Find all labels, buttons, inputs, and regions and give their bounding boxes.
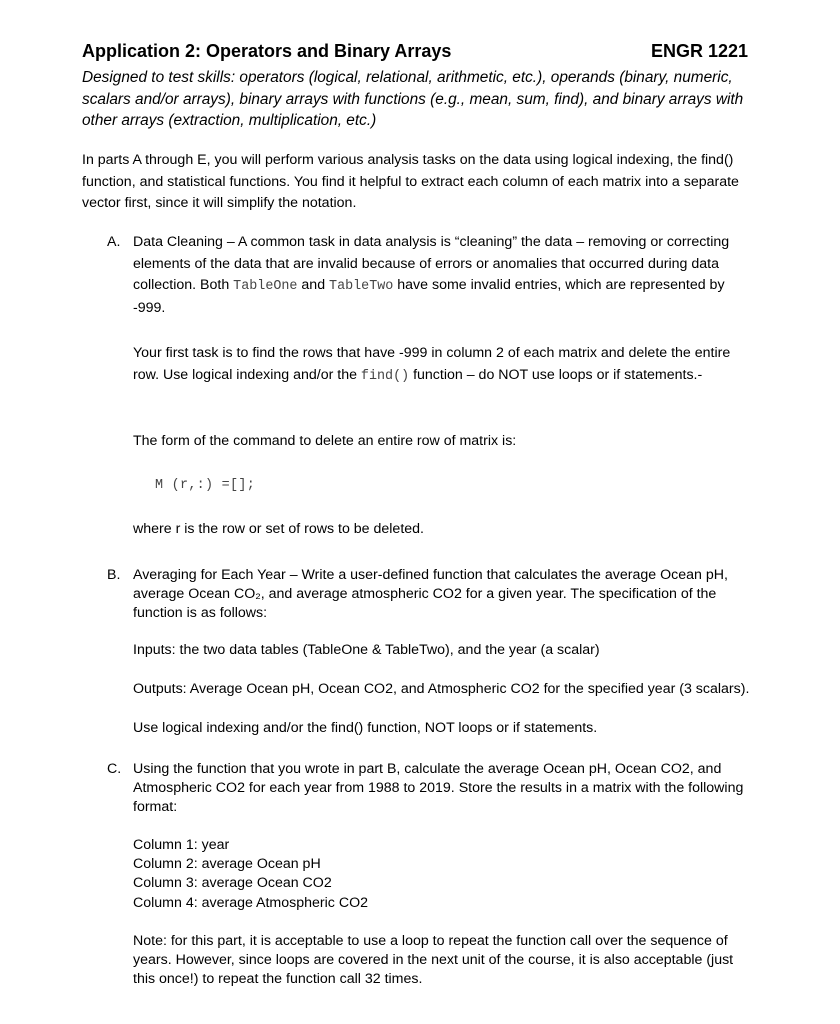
part-a-text-2a: Your first task is to find the rows that have -999 in column 2 of each matrix and delete the entire row. Use logical indexing and/or the bbox=[133, 345, 731, 383]
part-a-text-2b: function – do NOT use loops or if statements.- bbox=[409, 366, 703, 383]
course-code: ENGR 1221 bbox=[651, 41, 749, 61]
tabletwo-code: TableTwo bbox=[329, 279, 394, 294]
delete-row-code: M (r,:) =[]; bbox=[155, 478, 256, 493]
part-c-note: Note: for this part, it is acceptable to use a loop to repeat the function call over the sequence of years. However, since loops are covered in the next unit of the course, it is also acceptable (just this once!) to repeat the function call 32 times. bbox=[133, 933, 734, 988]
part-a-paragraph-1 bbox=[133, 232, 758, 319]
column-list-item: Column 1: year bbox=[133, 837, 230, 853]
part-a-label: A. bbox=[107, 234, 121, 250]
column-list-item: Column 4: average Atmospheric CO2 bbox=[133, 894, 368, 911]
part-b-inputs: Inputs: the two data tables (TableOne & TableTwo), and the year (a scalar) bbox=[133, 642, 600, 658]
part-a-paragraph-2 bbox=[133, 343, 758, 387]
part-a-paragraph-4: where r is the row or set of rows to be deleted. bbox=[133, 521, 424, 537]
part-a-text-1b: and bbox=[297, 277, 330, 293]
document-subtitle: Designed to test skills: operators (logical, relational, arithmetic, etc.), operands (binary, numeric, scalars and/or arrays), binary arrays with functions (e.g., mean, sum, find), and binary arrays with other arrays (extraction, multiplication, etc.) bbox=[82, 69, 744, 130]
part-b-label: B. bbox=[107, 567, 121, 583]
part-b-paragraph-1: Averaging for Each Year – Write a user-defined function that calculates the average Ocean pH, average Ocean CO₂, and average atmospheric CO2 for a given year. The specification of the function is as follows: bbox=[133, 567, 728, 622]
intro-paragraph: In parts A through E, you will perform various analysis tasks on the data using logical indexing, the find() function, and statistical functions. You find it helpful to extract each column of each matrix into a separate vector first, since it will simplify the notation. bbox=[82, 152, 739, 211]
column-list-item: Column 2: average Ocean pH bbox=[133, 856, 321, 873]
tableone-code: TableOne bbox=[233, 279, 298, 294]
part-a-paragraph-3: The form of the command to delete an entire row of matrix is: bbox=[133, 433, 517, 449]
column-list-item: Column 3: average Ocean CO2 bbox=[133, 875, 332, 892]
part-b-outputs: Outputs: Average Ocean pH, Ocean CO2, and Atmospheric CO2 for the specified year (3 scalars). bbox=[133, 681, 750, 697]
part-b-note: Use logical indexing and/or the find() function, NOT loops or if statements. bbox=[133, 720, 598, 736]
column-list bbox=[133, 836, 758, 913]
part-c-paragraph-1: Using the function that you wrote in part B, calculate the average Ocean pH, Ocean CO2, and Atmospheric CO2 for each year from 1988 to 2019. Store the results in a matrix with the following format: bbox=[133, 761, 744, 816]
part-a-text-1a: Data Cleaning – A common task in data analysis is “cleaning” the data – removing or correcting elements of the data that are invalid because of errors or anomalies that occurred during data collection. Both bbox=[133, 234, 730, 293]
part-c-label: C. bbox=[107, 761, 122, 777]
document-title: Application 2: Operators and Binary Arrays bbox=[82, 41, 452, 61]
find-code: find() bbox=[360, 368, 410, 384]
part-a-text-1c: have some invalid entries, which are represented by -999. bbox=[133, 277, 725, 316]
